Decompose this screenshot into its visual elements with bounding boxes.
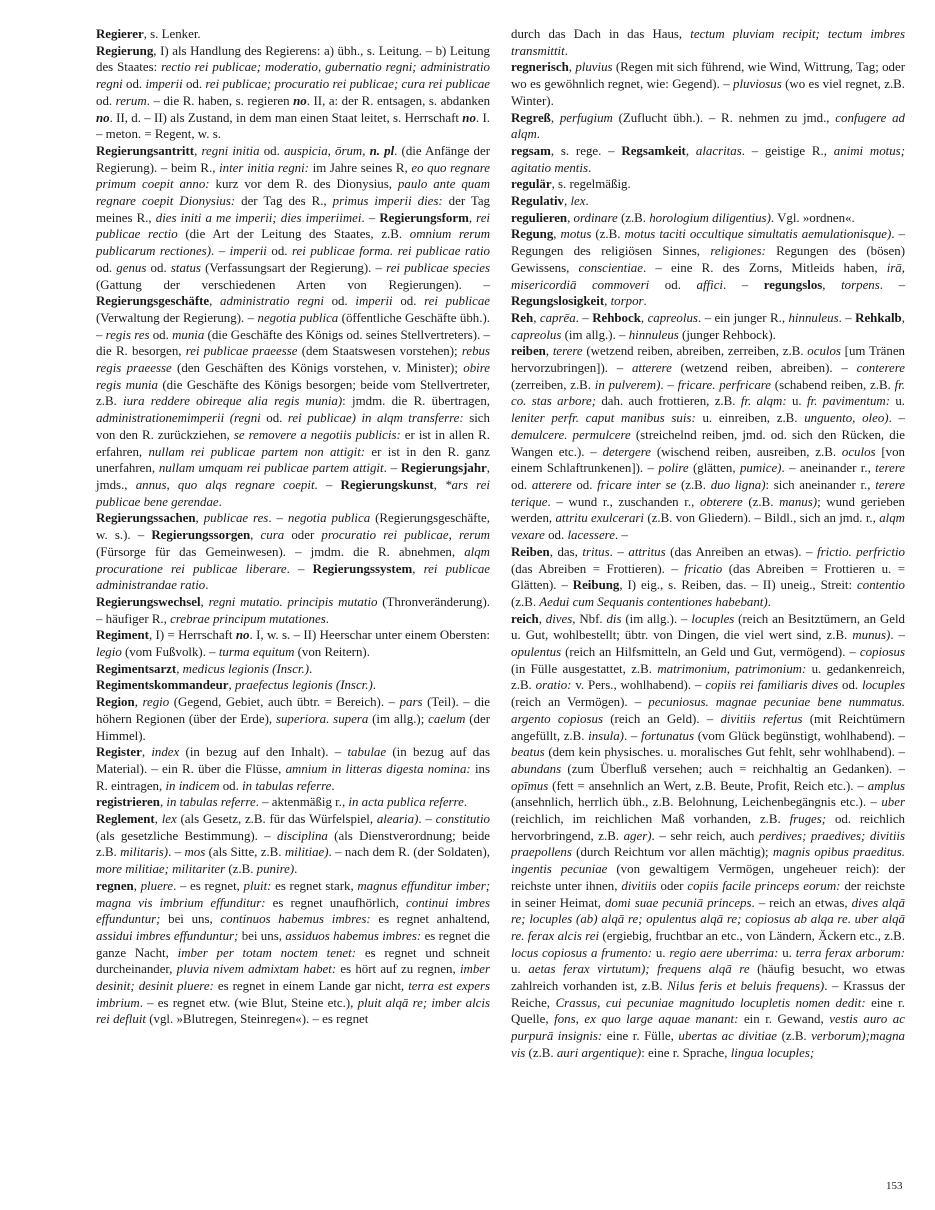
dictionary-entry: regnerisch, pluvius (Regen mit sich führend, wie Wind, Wittrung, Tag; oder wo es gewöhnlich regnet, wie: Gegend). – pluviosus (wo es viel regnet, z.B. Winter). — [511, 60, 906, 108]
dictionary-entry: regnen, pluere. – es regnet, pluit: es regnet stark, magnus effunditur imber; magna vis imbrium effunditur: es regnet unaufhörlich, continui imbres effunduntur; bei uns, continuos habemus imbres: es regnet anhaltend, assidui imbres effunduntur; bei uns, assiduos habemus imbres: es regnet die ganze Nacht, imber per totam noctem tenet: es regnet und schneit durcheinander, pluvia nivem admixtam habet: es hört auf zu regnen, imber desinit; desinit pluere: es regnet in einem Lande gar nicht, terra est expers imbrium. – es regnet etw. (wie Blut, Steine etc.), pluit alqā re; imber alcis rei defluit (vgl. »Blutregen, Steinregen«). – es regnet — [96, 878, 491, 1027]
right-column — [511, 26, 905, 1062]
page-number: 153 — [886, 1180, 903, 1192]
dictionary-entry: Reh, caprēa. – Rehbock, capreolus. – ein junger R., hinnuleus. – Rehkalb, capreolus (im allg.). – hinnuleus (junger Rehbock). — [511, 310, 905, 342]
dictionary-entry: Register, index (in bezug auf den Inhalt). – tabulae (in bezug auf das Material). – ein R. über die Flüsse, amnium in litteras digesta nomina: ins R. eintragen, in indicem od. in tabulas referre. — [96, 745, 490, 793]
dictionary-entry: Regreß, perfugium (Zuflucht übh.). – R. nehmen zu jmd., confugere ad alqm. — [511, 110, 905, 142]
dictionary-entry: durch das Dach in das Haus, tectum pluviam recipit; tectum imbres transmittit. — [511, 27, 905, 58]
dictionary-entry: Regierung, I) als Handlung des Regierens: a) übh., s. Leitung. – b) Leitung des Staates: rectio rei publicae; moderatio, gubernatio regni; administratio regni od. imperii od. rei publicae; procuratio rei publicae; cura rei publicae od. rerum. – die R. haben, s. regieren no. II, a: der R. entsagen, s. abdanken no. II, d. – II) als Zustand, in dem man einen Staat leitet, s. Herrschaft no. I. – meton. = Regent, w. s. — [96, 43, 491, 142]
dictionary-entry: Reiben, das, tritus. – attritus (das Anreiben an etwas). – frictio. perfrictio (das Abreiben = Frottieren). – fricatio (das Abreiben = Frottieren u. = Glätten). – Reibung, I) eig., s. Reiben, das. – II) uneig., Streit: contentio (z.B. Aedui cum Sequanis contentiones habebant). — [511, 544, 906, 609]
dictionary-entry: reich, dives, Nbf. dis (im allg.). – locuples (reich an Besitztümern, an Geld u. Gut, wohlbestellt; übtr. von Dingen, die viel wert sind, z.B. munus). – opulentus (reich an Hilfsmitteln, an Geld und Gut, vermögend). – copiosus (in Fülle ausgestattet, z.B. matrimonium, patrimonium: u. gedankenreich, z.B. oratio: v. Pers., wohlhabend). – copiis rei familiaris dives od. locuples (reich an Vermögen). – pecuniosus. magnae pecuniae bene nummatus. argento copiosus (reich an Geld). – divitiis refertus (mit Reichtümern angefüllt, z.B. insula). – fortunatus (vom Glück begünstigt, wohlhabend). – beatus (dem kein physisches. u. moralisches Gut fehlt, sehr wohlhabend). – abundans (zum Überfluß versehen; auch = reichhaltig an Gedanken). – opīmus (fett = ansehnlich an Wert, z.B. Beute, Profit, Reich etc.). – amplus (ansehnlich, herrlich übh., z.B. Belohnung, Leichenbegängnis etc.). – uber (reichlich, im reichlichen Maß vorhanden, z.B. fruges; od. reichlich hervorbringend, z.B. ager). – sehr reich, auch perdives; praedives; divitiis praepollens (durch Reichtum vor allen mächtig); magnis opibus praeditus. ingentis pecuniae (von gewaltigem Vermögen, ungeheuer reich): der reichste unter ihnen, divitiis oder copiis facile princeps eorum: der reichste in seiner Heimat, domi suae pecuniā princeps. – reich an etwas, dives alqā re; locuples (ab) alqā re; opulentus alqā re; copiosus ab alqa re. uber alqā re. ferax alcis rei (ergiebig, fruchtbar an etc., von Ländern, Äckern etc., z.B. locus copiosus a frumento: u. regio aere uberrima: u. terra ferax arborum: u. aetas ferax virtutum); frequens alqā re (häufig besucht, wo etwas zahlreich vorhanden ist, z.B. Nilus feris et beluis frequens). – Krassus der Reiche, Crassus, cui pecuniae magnitudo locupletis nomen dedit: eine r. Quelle, fons, ex quo large aquae manant: ein r. Gewand, vestis auro ac purpurā insignis: eine r. Fülle, ubertas ac divitiae (z.B. verborum);magna vis (z.B. auri argentique): eine r. Sprache, lingua locuples; — [511, 611, 906, 1060]
dictionary-entry: Regimentsarzt, medicus legionis (Inscr.). — [96, 661, 313, 676]
dictionary-entry: Regung, motus (z.B. motus taciti occultique simultatis aemulationisque). – Regungen des religiösen Sinnes, religiones: Regungen des (bösen) Gewissens, conscientiae. – eine R. des Zorns, Mitleids haben, irā, misericordiā commoveri od. affici. – regungslos, torpens. – Regungslosigkeit, torpor. — [511, 227, 906, 309]
dictionary-entry: Regierungsantritt, regni initia od. auspicia, ōrum, n. pl. (die Anfänge der Regierung). – beim R., inter initia regni: im Jahre seines R, eo quo regnare primum coepit anno: kurz vor dem R. des Dionysius, paulo ante quam regnare coepit Dionysius: der Tag des R., primus imperii dies: der Tag meines R., dies initi a me imperii; dies imperiimei. – Regierungsform, rei publicae rectio (die Art der Leitung des Staates, z.B. omnium rerum publicarum rectiones). – imperii od. rei publicae forma. rei publicae ratio od. genus od. status (Verfassungsart der Regierung). – rei publicae species (Gattung der verschiedenen Arten von Regierungen). – Regierungsgeschäfte, administratio regni od. imperii od. rei publicae (Verwaltung der Regierung). – negotia publica (öffentliche Geschäfte übh.). – regis res od. munia (die Geschäfte des Königs od. seines Stellvertreters). – die R. besorgen, rei publicae praeesse (dem Staatswesen vorstehen); rebus regis praeesse (den Geschäften des Königs vorstehen, v. Minister); obire regis munia (die Geschäfte des Königs besorgen; beide vom Stellvertreter, z.B. iura reddere obireque alia regis munia): jmdm. die R. übertragen, administrationemimperii (regni od. rei publicae) in alqm transferre: sich von den R. zurückziehen, se removere a negotiis publicis: er ist in allen R. erfahren, nullam rei publicae partem non attigit: er ist in den R. ganz unerfahren, nullam umquam rei publicae partem attigit. – Regierungsjahr, jmds., annus, quo alqs regnare coepit. – Regierungskunst, *ars rei publicae bene gerendae. — [96, 143, 491, 509]
dictionary-entry: Regierungssachen, publicae res. – negotia publica (Regierungsgeschäfte, w. s.). – Regierungssorgen, cura oder procuratio rei publicae, rerum (Fürsorge für das Gemeinwesen). – jmdm. die R. abnehmen, alqm procuratione rei publicae liberare. – Regierungssystem, rei publicae administrandae ratio. — [96, 511, 490, 593]
dictionary-entry: Regierungswechsel, regni mutatio. principis mutatio (Thronveränderung). – häufiger R., crebrae principum mutationes. — [96, 594, 490, 626]
dictionary-entry: reiben, terere (wetzend reiben, abreiben, zerreiben, z.B. oculos [um Tränen hervorzubringen]). – atterere (wetzend reiben, abreiben). – conterere (zerreiben, z.B. in pulverem). – fricare. perfricare (schabend reiben, z.B. fr. co. stas arbore; dah. auch frottieren, z.B. fr. alqm: u. fr. pavimentum: u. leniter perfr. caput manibus suis: u. einreiben, z.B. unguento, oleo). – demulcere. permulcere (streichelnd reiben, jmd. od. sich den Rücken, die Wangen etc.). – detergere (wischend reiben, ausreiben, z.B. oculos [von einem Schlaftrunkenen]). – polire (glätten, pumice). – aneinander r., terere od. atterere od. fricare inter se (z.B. duo ligna): sich aneinander r., terere terique. – wund r., zuschanden r., obterere (z.B. manus); wund gerieben werden, attritu exulcerari (z.B. von Gliedern). – Bildl., sich an jmd. r., alqm vexare od. lacessere. – — [511, 344, 906, 543]
dictionary-entry: regsam, s. rege. – Regsamkeit, alacritas. – geistige R., animi motus; agitatio mentis. — [511, 143, 905, 175]
dictionary-entry: regulär, s. regelmäßig. — [511, 177, 631, 192]
dictionary-entry: Regierer, s. Lenker. — [96, 27, 201, 41]
left-column — [96, 26, 490, 1028]
dictionary-entry: Regiment, I) = Herrschaft no. I, w. s. – II) Heerschar unter einem Obersten: legio (vom Fußvolk). – turma equitum (von Reitern). — [96, 628, 490, 660]
dictionary-entry: registrieren, in tabulas referre. – aktenmäßig r., in acta publica referre. — [96, 795, 468, 810]
dictionary-entry: Reglement, lex (als Gesetz, z.B. für das Würfelspiel, alearia). – constitutio (als gesetzliche Bestimmung). – disciplina (als Dienstverordnung; beide z.B. militaris). – mos (als Sitte, z.B. militiae). – nach dem R. (der Soldaten), more militiae; militariter (z.B. punire). — [96, 812, 490, 877]
dictionary-entry: Regulativ, lex. — [511, 194, 589, 209]
dictionary-entry: Region, regio (Gegend, Gebiet, auch übtr. = Bereich). – pars (Teil). – die höhern Regionen (über der Erde), superiora. supera (im allg.); caelum (der Himmel). — [96, 695, 491, 743]
dictionary-entry: regulieren, ordinare (z.B. horologium diligentius). Vgl. »ordnen«. — [511, 210, 855, 225]
dictionary-entry: Regimentskommandeur, praefectus legionis (Inscr.). — [96, 678, 377, 693]
